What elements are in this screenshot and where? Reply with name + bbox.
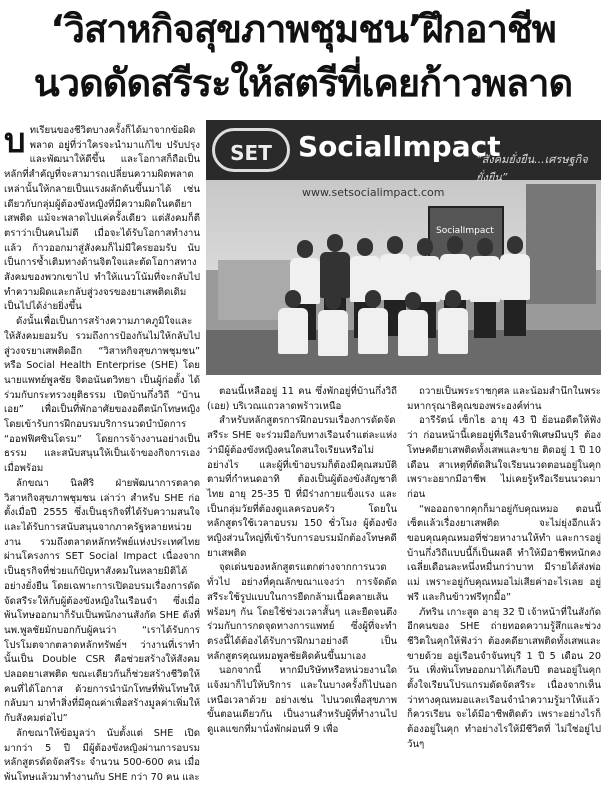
paragraph: ถวายเป็นพระราชกุศล และน้อมสำนึกในพระมหากรุณาธิคุณของพระองค์ท่าน [407, 386, 601, 412]
set-logo: SET [212, 128, 290, 172]
headline-line-2: นวดดัดสรีระให้สตรีที่เคยก้าวพลาด [33, 61, 573, 105]
paragraph: ดังนั้นเพื่อเป็นการสร้างความภาคภูมิใจและให้สังคมยอมรับ รวมถึงการป้องกันไม่ให้กลับไปสู่วงจรยาเสพติดอีก “วิสาหกิจสุขภาพชุมชน” หรือ Social Health Enterprise (SHE) โดยนายแพทย์พูลชัย จิตอนันตวิทยา เป็นผู้ก่อตั้ง ได้ร่วมกับกระทรวงยุติธรรม เปิดบ้านกึ่งวิถี “บ้านเอย” เพื่อเป็นที่พักอาศัยของอดีตนักโทษหญิง โดยเข้ารับการฝึกอบรมบริการนวดบำบัดการ “ออฟฟิศซินโดรม” โดยการจ้างงานอย่างเป็นธรรม และสนับสนุนให้เป็นเจ้าของกิจการเองเมื่อพร้อม [4, 316, 200, 475]
person-standing [498, 236, 532, 336]
headline-line-1: ‘วิสาหกิจสุขภาพชุมชน’ฝึกอาชีพ [50, 7, 556, 51]
screen-label: SocialImpact [436, 226, 494, 236]
article-column-2 [207, 385, 397, 738]
paragraph: ลักขณาให้ข้อมูลว่า นับตั้งแต่ SHE เปิดมากว่า 5 ปี มีผู้ต้องขังหญิงผ่านการอบรมหลักสูตรดัดจัดสรีระ จำนวน 500-600 คน เมื่อพ้นโทษแล้วมาทำงานกับ SHE กว่า 70 คน และ [4, 727, 200, 783]
paragraph: “พอออกจากคุกก็มาอยู่กับคุณหมอ ตอนนี้เซ็ตแล้วเรื่องยาเสพติด จะไม่ยุ่งอีกแล้ว ขอบคุณคุณหมอที่ช่วยหางานให้ทำ และการอยู่บ้านกึ่งวิถีแบบนี้ก็เป็นผลดี ทำให้มีอาชีพหนักคง เฉลี่ยเดือนละหนึ่งหมื่นกว่าบาท มีรายได้ส่งพ่อแม่ เพราะอยู่กับคุณหมอไม่เสียค่าอะไรเลย อยู่ฟรี และกินข้าวฟรีทุกมื้อ” [407, 503, 601, 603]
drop-cap: บ [4, 121, 26, 161]
person-kneeling [316, 292, 350, 372]
booth-poster [526, 184, 596, 304]
person-kneeling [276, 290, 310, 370]
paragraph: จุดเด่นของหลักสูตรแตกต่างจากการนวดทั่วไป อย่างที่คุณลักขณาแจงว่า การจัดดัดสรีระใช้รูปแบบในการยืดกล้ามเนื้อคลายเส้นพร้อมๆ กัน โดยใช้ช่วงเวลาสั้นๆ และยืดจนตึงร่วมกับการกดจุดทางการแพทย์ ซึ่งผู้ที่จะทำตรงนี้ได้ต้องได้รับการฝึกมาอย่างดี เป็นหลักสูตรคุณหมอพูลชัยคิดค้นขึ้นมาเอง [207, 562, 397, 662]
paragraph: ลักขณา นิลศิริ ฝ่ายพัฒนาการตลาด วิสาหกิจสุขภาพชุมชน เล่าว่า สำหรับ SHE ก่อตั้งเมื่อปี 2555 ซึ่งเป็นธุรกิจที่ได้รับความสนใจและได้รับการสนับสนุนจากภาครัฐหลายหน่วยงาน รวมถึงตลาดหลักทรัพย์แห่งประเทศไทย ผ่านโครงการ SET Social Impact เนื่องจากเป็นธุรกิจที่ช่วยแก้ปัญหาสังคมในหลายมิติได้อย่างยั่งยืน โดยเฉพาะการเปิดอบรมเรื่องการดัดจัดสรีระให้กับผู้ต้องขังหญิงในเรือนจำ ซึ่งเมื่อพ้นโทษออกมาก็รับเป็นพนักงานสังกัด SHE ดังที่ นพ.พูลชัยมักบอกกับผู้คนว่า “เราได้รับการโปรโมตจากตลาดหลักทรัพย์ฯ ว่างานที่เราทำนั้นเป็น Double CSR คือช่วยสร้างให้สังคมปลอดยาเสพติด ขณะเดียวกันก็ช่วยสร้างชีวิตให้คนที่ได้โอกาส ด้วยการนำนักโทษที่พ้นโทษให้กลับมา มาทำสิ่งที่มีคุณค่าเพื่อสร้างมูลค่าเพิ่มให้กับสังคมต่อไป” [4, 477, 200, 725]
paragraph: ภัทริน เกาะสูด อายุ 32 ปี เจ้าหน้าที่ในสังกัดอีกคนของ SHE ถ่ายทอดความรู้สึกและช่วงชีวิตในคุกให้ฟังว่า ต้องคดียาเสพติดทั้งเสพและขายด้วย อยู่เรือนจำจันทบุรี 1 ปี 5 เดือน 20 วัน เพิ่งพ้นโทษออกมาได้เกือบปี ตอนอยู่ในคุกตั้งใจเรียนโปรแกรมดัดจัดสรีระ เนื่องจากเห็นว่าทางคุณหมอและเรือนจำนำความรู้มาให้แล้วก็ควรเรียน จะได้มีอาชีพติดตัว เพราะอย่างไรก็ต้องอยู่ในคุก ทำอย่างไรให้มีชีวิตที่ ไม่ใช่อยู่ไปวันๆ [407, 606, 601, 750]
social-impact-logo: SocialImpact [298, 130, 501, 163]
person-kneeling [356, 290, 390, 370]
person-kneeling [436, 290, 470, 370]
paragraph: สำหรับหลักสูตรการฝึกอบรมเรื่องการดัดจัดสรีระ SHE จะร่วมมือกับทางเรือนจำแต่ละแห่งว่ามีผู้ต้องขังหญิงคนใดสนใจเรียนหรือไม่อย่างไร และผู้ที่เข้าอบรมก็ต้องมีคุณสมบัติตามที่กำหนดอาทิ ต้องเป็นผู้ต้องขังสัญชาติไทย อายุ 25-35 ปี ที่มีร่างกายแข็งแรง และเป็นกลุ่มวัยที่ต้องดูแลครอบครัว โดยในหลักสูตรใช้เวลาอบรม 150 ชั่วโมง ผู้ต้องขังหญิงส่วนใหญ่ที่เข้ารับการอบรมมักต้องโทษคดียาเสพติด [207, 415, 397, 559]
article-photo [206, 120, 601, 375]
article-column-3 [407, 385, 601, 753]
paragraph: ตอนนี้เหลืออยู่ 11 คน ซึ่งพักอยู่ที่บ้านกึ่งวิถี (เอย) บริเวณแถวลาดพร้าวเหนือ [207, 386, 397, 412]
paragraph: ทเรียนของชีวิตบางครั้งก็ได้มาจากข้อผิดพลาด อยู่ที่ว่าใครจะนำมาแก้ไข ปรับปรุง และพัฒนาให้ดีขึ้น และโอกาสก็ถือเป็นหลักที่สำคัญที่จะสามารถเปลี่ยนความผิดพลาดเหล่านั้นให้กลายเป็นแรงผลักดันขึ้นมาได้ เช่นเดียวกับกลุ่มผู้ต้องขังหญิงที่มีความผิดในคดียาเสพติด แม้จะพลาดไปแค่ครั้งเดียว แต่สังคมก็ตีตราว่าเป็นคนไม่ดี เมื่อจะได้รับโอกาสทำงานแล้ว ก้าวออกมาสู่สังคมก็ไม่มีใครยอมรับ นับเป็นการซ้ำเติมทางด้านจิตใจและตัดโอกาสทางสังคมของพวกเขาไป ทำให้แนวโน้มที่จะกลับไปทำความผิดและกลับสู่วงจรของยาเสพติดเดิมเป็นไปได้ง่ายยิ่งขึ้น [4, 125, 200, 313]
booth-slogan: “สังคมยั่งยืน...เศรษฐกิจยั่งยืน” [476, 153, 588, 184]
paragraph: นอกจากนี้ หากมีบริษัทหรือหน่วยงานใดแจ้งมาก็ไปให้บริการ และในบางครั้งก็ไปนอกเหนือเวลาด้วย อย่างเช่น ไปนวดเพื่อสุขภาพ ขั้นตอนเดียวกัน เป็นงานสำหรับผู้ที่ทำงานไปดูแลแขกที่มานั่งพักผ่อนที่ 9 เพื่อ [207, 665, 397, 736]
person-kneeling [396, 292, 430, 372]
article-column-1 [4, 121, 200, 786]
person-standing [468, 238, 502, 338]
booth-url: www.setsocialimpact.com [302, 186, 445, 199]
paragraph: อารีรัตน์ เซ็กไธ อายุ 43 ปี ย้อนอดีตให้ฟังว่า ก่อนหน้านี้เคยอยู่ที่เรือนจำพิเศษมีนบุรี ต้องโทษคดียาเสพติดทั้งเสพและขาย ติดอยู่ 1 ปี 10 เดือน สาเหตุที่ตัดสินใจเรียนนวดตอนอยู่ในคุกเพราะอยากมีอาชีพ ไม่เคยรู้หรือเรียนนวดมาก่อน [407, 415, 601, 500]
